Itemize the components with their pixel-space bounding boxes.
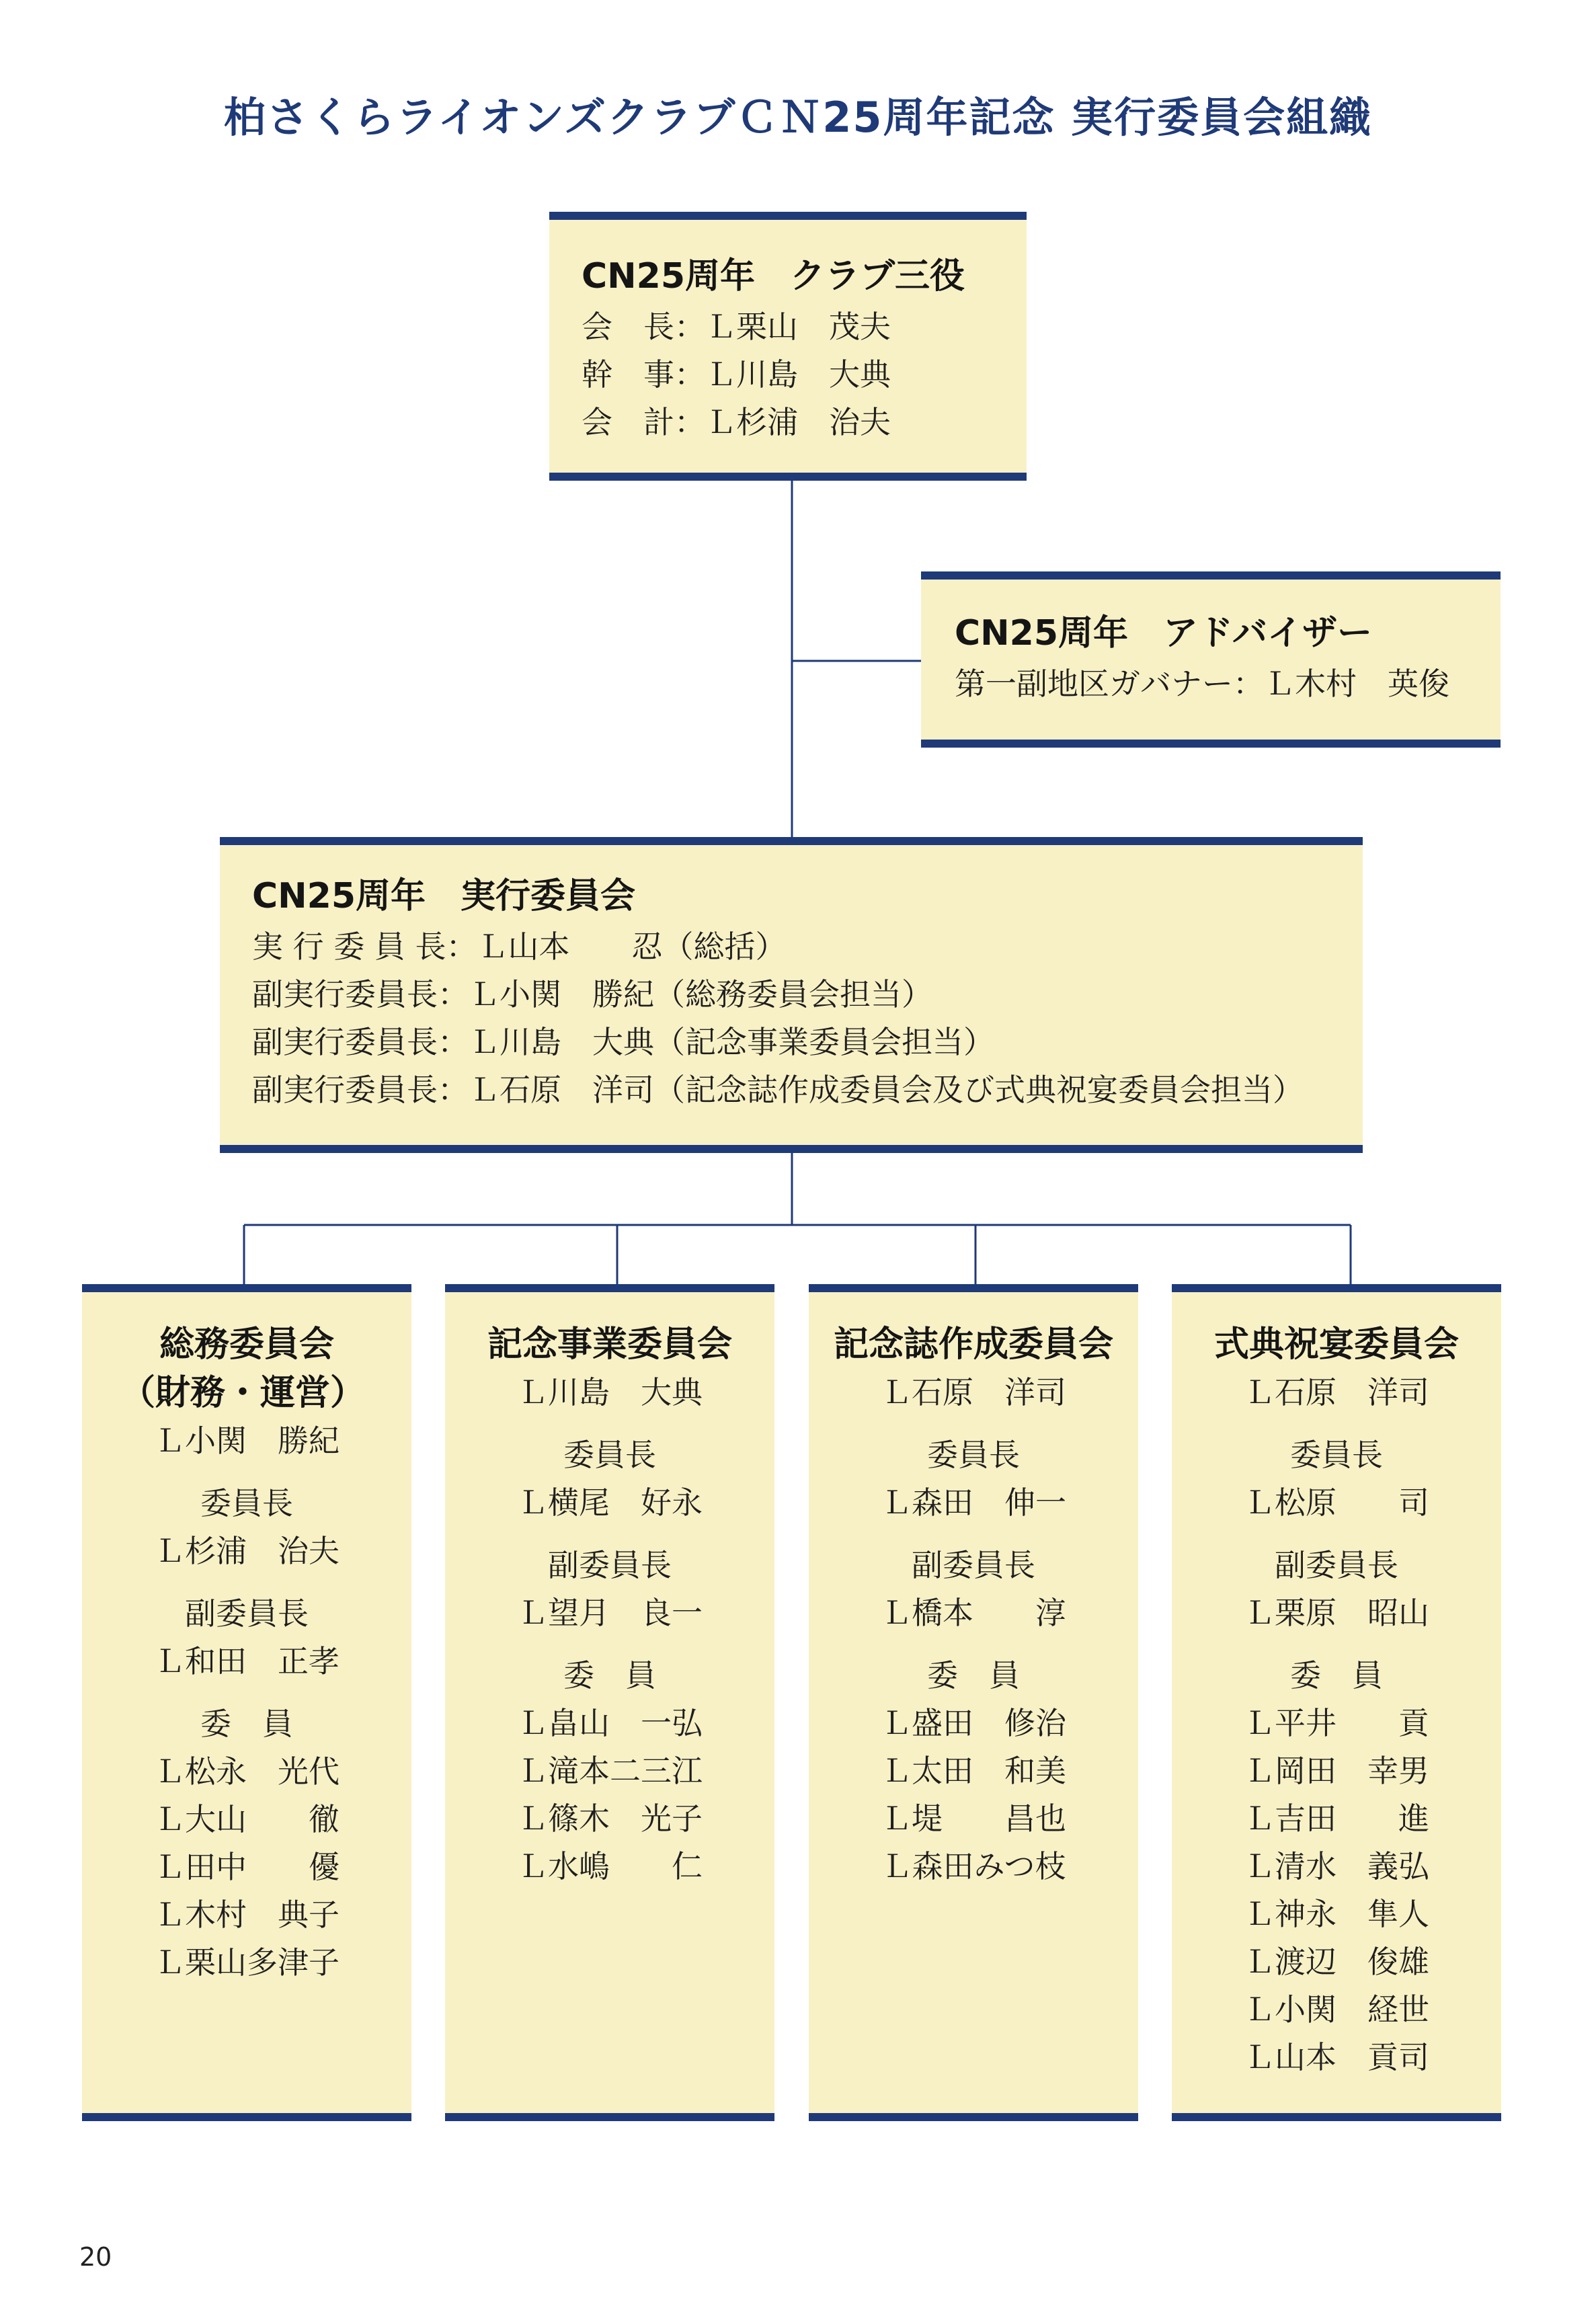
committee-subtitle: （財務・運営） — [120, 1373, 365, 1413]
committee-general-affairs — [82, 1284, 411, 2121]
member: Ｌ滝本二三江 — [517, 1753, 703, 1789]
committee-head: Ｌ松原 司 — [1244, 1484, 1429, 1521]
executive-line: 副実行委員長：Ｌ川島 大典（記念事業委員会担当） — [252, 1024, 994, 1060]
member: Ｌ森田みつ枝 — [881, 1848, 1066, 1884]
member: Ｌ田中 優 — [154, 1849, 340, 1885]
committee-head: Ｌ森田 伸一 — [881, 1484, 1066, 1521]
member: Ｌ清水 義弘 — [1244, 1848, 1429, 1884]
advisor-box — [921, 571, 1501, 748]
member: Ｌ大山 徹 — [154, 1801, 340, 1837]
committee-chair: Ｌ小関 勝紀 — [154, 1423, 340, 1459]
member: Ｌ岡田 幸男 — [1244, 1753, 1429, 1789]
vice-head: Ｌ栗原 昭山 — [1244, 1595, 1429, 1631]
executive-line: 副実行委員長：Ｌ石原 洋司（記念誌作成委員会及び式典祝宴委員会担当） — [252, 1072, 1304, 1108]
committee-commemorative-projects — [445, 1284, 774, 2121]
vice-head-label: 副委員長 — [912, 1547, 1035, 1583]
member: Ｌ篠木 光子 — [517, 1800, 703, 1837]
executive-committee-box — [220, 837, 1363, 1153]
member: Ｌ神永 隼人 — [1244, 1896, 1429, 1932]
vice-head: Ｌ橋本 淳 — [881, 1595, 1066, 1631]
page-number: 20 — [79, 2242, 112, 2272]
member: Ｌ山本 貢司 — [1244, 2039, 1429, 2075]
vice-head-label: 副委員長 — [548, 1547, 672, 1583]
advisor-line: 第一副地区ガバナー：Ｌ木村 英俊 — [955, 666, 1449, 702]
committee-head-label: 委員長 — [1290, 1437, 1383, 1473]
member: Ｌ木村 典子 — [154, 1897, 340, 1933]
officer-line: 会 長：Ｌ栗山 茂夫 — [582, 309, 891, 345]
committee-commemorative-magazine — [809, 1284, 1138, 2121]
member: Ｌ太田 和美 — [881, 1753, 1066, 1789]
committee-name: 総務委員会 — [159, 1324, 334, 1365]
committee-chair: Ｌ石原 洋司 — [1244, 1374, 1429, 1411]
committee-head-label: 委員長 — [200, 1485, 293, 1521]
member: Ｌ小関 経世 — [1244, 1991, 1429, 2028]
officers-heading: CN25周年 クラブ三役 — [582, 256, 965, 296]
executive-line: 実 行 委 員 長：Ｌ山本 忍（総括） — [252, 928, 787, 965]
officer-line: 会 計：Ｌ杉浦 治夫 — [582, 404, 891, 440]
committee-name: 式典祝宴委員会 — [1213, 1324, 1459, 1365]
members-label: 委 員 — [200, 1706, 293, 1742]
executive-heading: CN25周年 実行委員会 — [252, 876, 636, 916]
executive-line: 副実行委員長：Ｌ小関 勝紀（総務委員会担当） — [252, 976, 932, 1012]
member: Ｌ畠山 一弘 — [517, 1705, 703, 1741]
vice-head-label: 副委員長 — [1275, 1547, 1398, 1583]
member: Ｌ水嶋 仁 — [517, 1848, 703, 1884]
member: Ｌ盛田 修治 — [881, 1705, 1066, 1741]
committee-head-label: 委員長 — [927, 1437, 1020, 1473]
member: Ｌ吉田 進 — [1244, 1800, 1429, 1837]
committee-name: 記念事業委員会 — [487, 1324, 732, 1365]
page-title: 柏さくらライオンズクラブＣＮ25周年記念 実行委員会組織 — [223, 93, 1373, 142]
member: Ｌ渡辺 俊雄 — [1244, 1944, 1429, 1980]
committee-head-label: 委員長 — [563, 1437, 656, 1473]
committee-head: Ｌ杉浦 治夫 — [154, 1533, 340, 1569]
committee-ceremony-banquet — [1172, 1284, 1501, 2121]
vice-head: Ｌ望月 良一 — [517, 1595, 703, 1631]
officers-box — [549, 212, 1027, 481]
committee-name: 記念誌作成委員会 — [833, 1324, 1113, 1365]
member: Ｌ松永 光代 — [154, 1753, 340, 1790]
committee-head: Ｌ横尾 好永 — [517, 1484, 703, 1521]
members-label: 委 員 — [563, 1657, 656, 1694]
members-label: 委 員 — [927, 1657, 1020, 1694]
member: Ｌ堤 昌也 — [881, 1800, 1066, 1837]
vice-head-label: 副委員長 — [185, 1595, 309, 1632]
officer-line: 幹 事：Ｌ川島 大典 — [582, 356, 891, 393]
member: Ｌ栗山多津子 — [154, 1944, 340, 1981]
vice-head: Ｌ和田 正孝 — [154, 1643, 340, 1679]
committee-chair: Ｌ石原 洋司 — [881, 1374, 1066, 1411]
committee-chair: Ｌ川島 大典 — [517, 1374, 703, 1411]
members-label: 委 員 — [1290, 1657, 1383, 1694]
member: Ｌ平井 貢 — [1244, 1705, 1429, 1741]
advisor-heading: CN25周年 アドバイザー — [955, 613, 1373, 653]
